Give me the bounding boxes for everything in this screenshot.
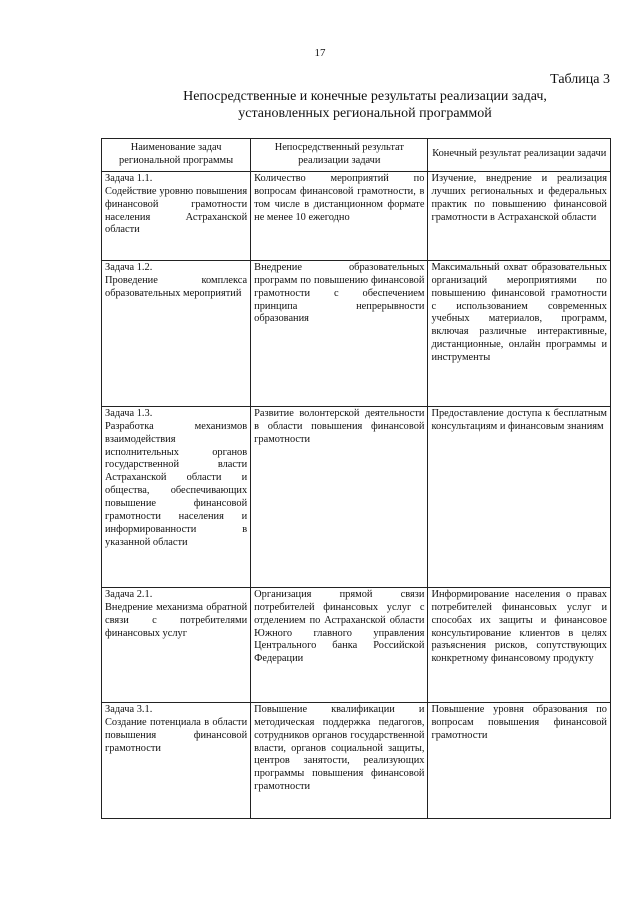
task-name: Создание потенциала в области повышения финансовой грамотности bbox=[105, 716, 248, 754]
direct-result-cell: Организация прямой связи потребителей финансовых услуг с отделением по Астраханской области Южного главного управления Центрального банка Российской Федерации bbox=[251, 587, 428, 702]
final-result-cell: Максимальный охват образовательных организаций мероприятиями по повышению финансовой грамотности с использованием современных учебных материалов, программ, включая различные интерактивные, дистанционные, онлайн программы и инструменты bbox=[428, 260, 611, 406]
task-cell bbox=[102, 171, 251, 260]
final-result-cell: Изучение, внедрение и реализация лучших региональных и федеральных практик по повышению финансовой грамотности в Астраханской области bbox=[428, 171, 611, 260]
table-row bbox=[102, 171, 611, 260]
header-final-result: Конечный результат реализации задачи bbox=[428, 139, 611, 172]
table-row bbox=[102, 406, 611, 587]
direct-result-cell: Повышение квалификации и методическая поддержка педагогов, сотрудников органов государственной власти, органов социальной защиты, центров занятости, реализующих программы повышения финансовой грамотности bbox=[251, 702, 428, 818]
task-name: Содействие уровню повышения финансовой грамотности населения Астраханской области bbox=[105, 185, 248, 236]
task-cell bbox=[102, 702, 251, 818]
direct-result-cell: Внедрение образовательных программ по повышению финансовой грамотности с обеспечением принципа непрерывности образования bbox=[251, 260, 428, 406]
final-result-cell: Информирование населения о правах потребителей финансовых услуг и способах их защиты и финансовое консультирование клиентов в целях разъяснения рисков, сопутствующих конкретному финансовому продукту bbox=[428, 587, 611, 702]
direct-result-cell: Количество мероприятий по вопросам финансовой грамотности, в том числе в дистанционном формате не менее 10 ежегодно bbox=[251, 171, 428, 260]
task-name: Проведение комплекса образовательных мероприятий bbox=[105, 274, 248, 299]
task-name: Разработка механизмов взаимодействия исполнительных органов государственной власти Астраханской области и общества, обеспечивающих повышение финансовой грамотности населения и информированности в указанной области bbox=[105, 420, 248, 548]
task-number: Задача 1.2. bbox=[105, 261, 153, 273]
final-result-cell: Предоставление доступа к бесплатным консультациям и финансовым знаниям bbox=[428, 406, 611, 587]
results-table bbox=[101, 138, 611, 819]
table-title: Непосредственные и конечные результаты реализации задач, установленных региональной программой bbox=[183, 89, 547, 121]
header-task-name: Наименование задач региональной программы bbox=[102, 139, 251, 172]
task-cell bbox=[102, 587, 251, 702]
task-number: Задача 1.3. bbox=[105, 407, 153, 419]
table-row bbox=[102, 260, 611, 406]
table-row bbox=[102, 702, 611, 818]
task-cell bbox=[102, 406, 251, 587]
table-header-row bbox=[102, 139, 611, 172]
task-cell bbox=[102, 260, 251, 406]
direct-result-cell: Развитие волонтерской деятельности в области повышения финансовой грамотности bbox=[251, 406, 428, 587]
page-number: 17 bbox=[314, 47, 326, 59]
table-label: Таблица 3 bbox=[550, 72, 610, 87]
final-result-cell: Повышение уровня образования по вопросам повышения финансовой грамотности bbox=[428, 702, 611, 818]
task-number: Задача 1.1. bbox=[105, 172, 153, 184]
header-direct-result: Непосредственный результат реализации задачи bbox=[251, 139, 428, 172]
table-row bbox=[102, 587, 611, 702]
task-number: Задача 3.1. bbox=[105, 703, 153, 715]
task-name: Внедрение механизма обратной связи с потребителями финансовых услуг bbox=[105, 601, 248, 639]
task-number: Задача 2.1. bbox=[105, 588, 153, 600]
